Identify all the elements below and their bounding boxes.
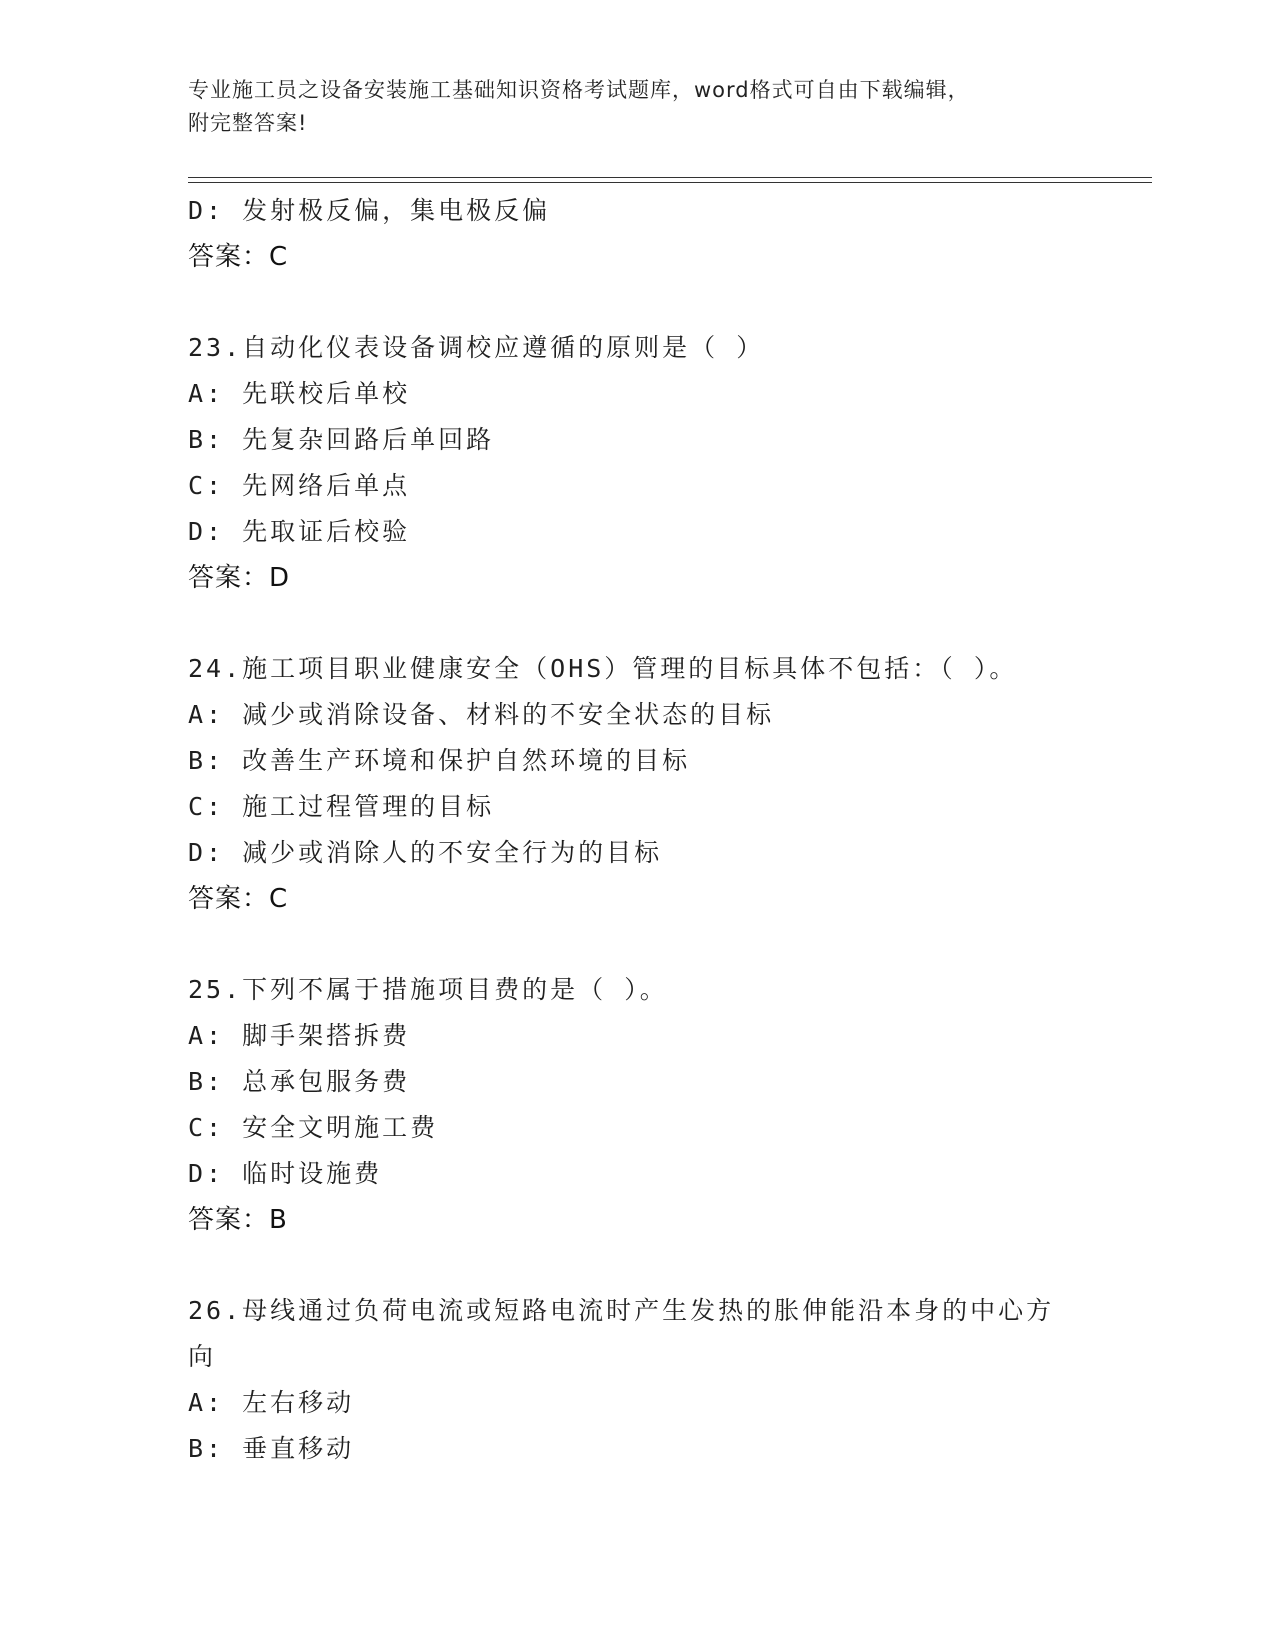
option-b: B: 总承包服务费 <box>188 1067 411 1096</box>
option-a: A: 脚手架搭拆费 <box>188 1021 411 1050</box>
document-header <box>188 74 1088 140</box>
option-d: D: 先取证后校验 <box>188 517 411 546</box>
question-stem-line-1: 26.母线通过负荷电流或短路电流时产生发热的胀伸能沿本身的中心方 <box>188 1296 1055 1325</box>
option-c: C: 安全文明施工费 <box>188 1113 439 1142</box>
question-26 <box>188 1288 1128 1472</box>
option-a: A: 左右移动 <box>188 1388 355 1417</box>
question-stem-line-2: 向 <box>188 1342 217 1371</box>
question-25 <box>188 967 1128 1243</box>
question-22-fragment <box>188 188 1128 280</box>
answer-label: 答案：C <box>188 884 289 914</box>
header-divider-top <box>188 177 1152 178</box>
option-b: B: 先复杂回路后单回路 <box>188 425 495 454</box>
question-24 <box>188 646 1128 922</box>
header-title-line-2: 附完整答案! <box>188 111 308 135</box>
question-23 <box>188 325 1128 601</box>
question-list <box>188 188 1128 1472</box>
header-divider-bottom <box>188 182 1152 183</box>
option-a: A: 先联校后单校 <box>188 379 411 408</box>
answer-label: 答案：B <box>188 1205 288 1235</box>
question-stem: 24.施工项目职业健康安全（OHS）管理的目标具体不包括：（ ）。 <box>188 654 1018 683</box>
answer-label: 答案：D <box>188 563 291 593</box>
option-a: A: 减少或消除设备、材料的不安全状态的目标 <box>188 700 775 729</box>
option-d: D: 临时设施费 <box>188 1159 383 1188</box>
option-d: D: 减少或消除人的不安全行为的目标 <box>188 838 663 867</box>
option-c: C: 施工过程管理的目标 <box>188 792 495 821</box>
header-title-line-1: 专业施工员之设备安装施工基础知识资格考试题库，word格式可自由下载编辑， <box>188 78 970 102</box>
option-b: B: 改善生产环境和保护自然环境的目标 <box>188 746 691 775</box>
answer-label: 答案：C <box>188 242 289 272</box>
question-stem: 25.下列不属于措施项目费的是（ ）。 <box>188 975 668 1004</box>
option-b: B: 垂直移动 <box>188 1434 355 1463</box>
question-stem: 23.自动化仪表设备调校应遵循的原则是（ ） <box>188 333 765 362</box>
option-d: D: 发射极反偏，集电极反偏 <box>188 196 551 225</box>
option-c: C: 先网络后单点 <box>188 471 411 500</box>
